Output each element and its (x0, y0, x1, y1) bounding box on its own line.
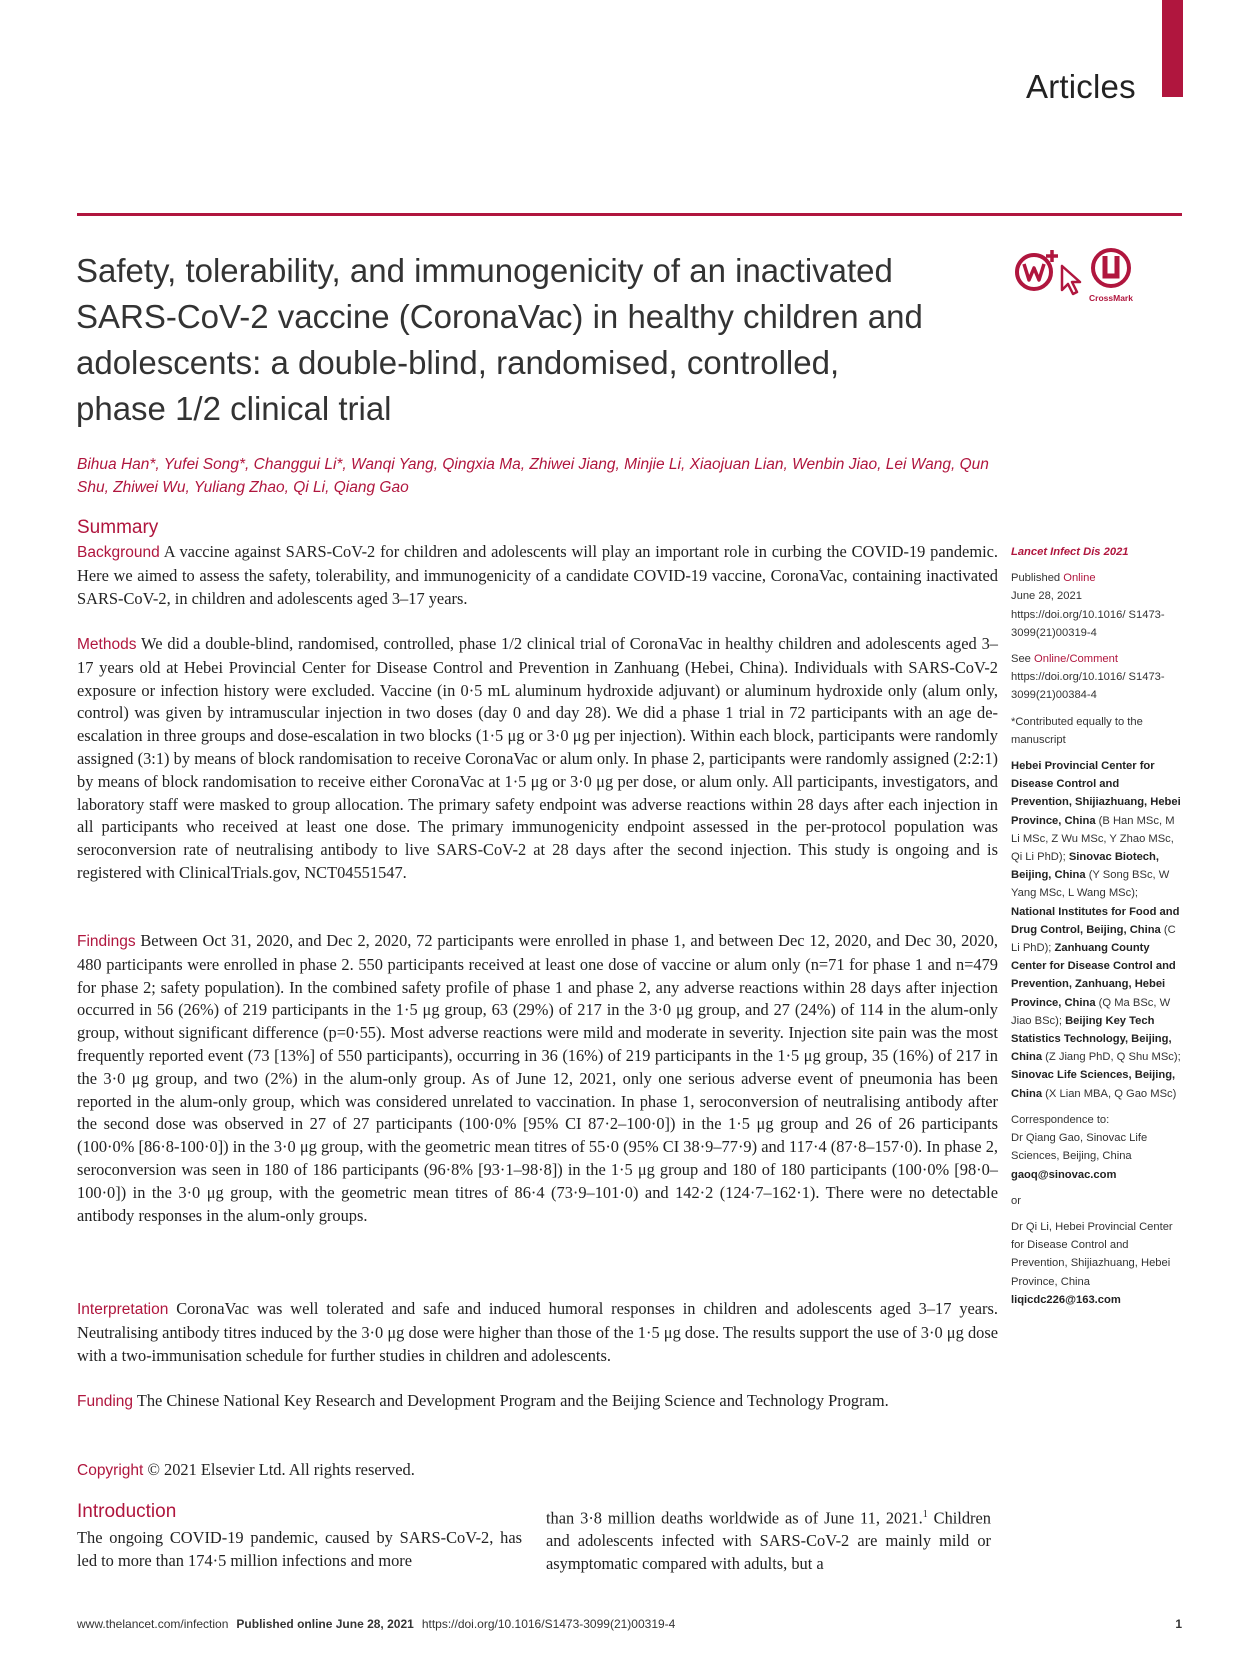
summary-heading: Summary (77, 517, 159, 538)
affiliation-5-name: Beijing Key Tech Statistics Technology, Beijing, China (1011, 1014, 1172, 1064)
header-accent-bar (1162, 0, 1183, 97)
background-text: A vaccine against SARS-CoV-2 for children and adolescents will play an important role in curbing the COVID-19 pandemic. Here we aimed to assess the safety, tolerability, and immunogenicity of a candidate COVID-19 vaccine, CoronaVac, containing inactivated SARS-CoV-2, in children and adolescents aged 3–17 years. (77, 542, 998, 608)
article-sidebar (1011, 543, 1183, 1317)
correspondence-or: or (1011, 1194, 1021, 1207)
article-doi-link[interactable]: https://doi.org/10.1016/ S1473-3099(21)00319-4 (1011, 608, 1165, 639)
findings-text: Between Oct 31, 2020, and Dec 2, 2020, 72 participants were enrolled in phase 1, and between Dec 12, 2020, and Dec 30, 2020, 480 participants were enrolled in phase 2. 550 participants received at least one dose of vaccine or alum only (n=71 for phase 1 and n=479 for phase 2; safety population). In the combined safety profile of phase 1 and phase 2, any adverse reactions within 28 days after injection occurred in 56 (26%) of 219 participants in the 1·5 μg group, 63 (29%) of 217 in the 3·0 μg group, and 27 (24%) of 114 in the alum-only group, without significant difference (p=0·55). Most adverse reactions were mild and moderate in severity. Injection site pain was the most frequently reported event (73 [13%] of 550 participants), occurring in 36 (16%) of 219 participants in the 1·5 μg group, 35 (16%) of 217 in the 3·0 μg group, and two (2%) in the alum-only group. As of June 12, 2021, only one serious adverse event of pneumonia has been reported in the alum-only group, which was considered unrelated to vaccination. In phase 1, seroconversion of neutralising antibody after the second dose was observed in 27 of 27 participants (100·0% [95% CI 87·2–100·0]) in the 1·5 μg group and 26 of 26 participants (100·0% [86·8-100·0]) in the 3·0 μg group, with the geometric mean titres of 55·0 (95% CI 38·9–77·9) and 117·4 (87·8–157·0). In phase 2, seroconversion was seen in 180 of 186 participants (96·8% [93·1–98·8]) in the 1·5 μg group and 180 of 180 participants (100·0% [98·0–100·0]) in the 3·0 μg group, with the geometric mean titres of 86·4 (73·9–101·0) and 142·2 (124·7–162·1). There were no detectable antibody responses in the alum-only groups. (77, 931, 998, 1225)
affiliation-6-people: (X Lian MBA, Q Gao MSc) (1042, 1087, 1177, 1100)
page-number: 1 (1175, 1617, 1182, 1631)
summary-funding (77, 1390, 998, 1414)
introduction-col2-text: than 3·8 million deaths worldwide as of June 11, 2021. (546, 1508, 923, 1528)
introduction-heading: Introduction (77, 1501, 177, 1522)
footer-left (77, 1617, 675, 1631)
footer-doi-link[interactable]: https://doi.org/10.1016/S1473-3099(21)00319-4 (421, 1617, 676, 1631)
methods-text: We did a double-blind, randomised, controlled, phase 1/2 clinical trial of CoronaVac in healthy children and adolescents aged 3–17 years old at Hebei Provincial Center for Disease Control and Prevention in Zanhuang (Hebei, China). Individuals with SARS-CoV-2 exposure or infection history were excluded. Vaccine (in 0·5 mL aluminum hydroxide adjuvant) or aluminum hydroxide only (alum only, control) was given by intramuscular injection in two doses (day 0 and day 28). We did a phase 1 trial in 72 participants with an age de-escalation in three groups and dose-escalation in two blocks (1·5 μg or 3·0 μg per injection). Within each block, participants were randomly assigned (3:1) by means of block randomisation to receive CoronaVac or alum only. In phase 2, participants were randomly assigned (2:2:1) by means of block randomisation to receive either CoronaVac at 1·5 μg or 3·0 μg per dose, or alum only. All participants, investigators, and laboratory staff were masked to group allocation. The primary safety endpoint was adverse reactions within 28 days after each injection in all participants who received at least one dose. The primary immunogenicity endpoint assessed in the per-protocol population was seroconversion rate of neutralising antibody to live SARS-CoV-2 at 28 days after the second injection. This study is ongoing and is registered with ClinicalTrials.gov, NCT04551547. (77, 634, 998, 882)
correspondence-label: Correspondence to: (1011, 1113, 1110, 1126)
contributed-note: *Contributed equally to the manuscript (1011, 715, 1143, 746)
correspondence-1-email[interactable]: gaoq@sinovac.com (1011, 1168, 1117, 1181)
published-prefix: Published (1011, 572, 1064, 585)
affiliation-4-people: (Q Ma BSc, W Jiao BSc); (1011, 996, 1171, 1027)
copyright-label: Copyright (77, 1462, 144, 1479)
affiliation-2-people: (Y Song BSc, W Yang MSc, L Wang MSc); (1011, 869, 1170, 900)
published-date: June 28, 2021 (1011, 590, 1082, 603)
published-online-link[interactable]: Online (1063, 572, 1096, 585)
affiliation-2-name: Sinovac Biotech, Beijing, China (1011, 851, 1159, 882)
crossmark-badge-icon (1088, 246, 1134, 290)
affiliation-4-name: Zanhuang County Center for Disease Control and Prevention, Zanhuang, Hebei Province, China (1011, 942, 1176, 1009)
correspondence-2-email[interactable]: liqicdc226@163.com (1011, 1293, 1121, 1306)
background-label: Background (77, 544, 160, 561)
title-line-2: SARS-CoV-2 vaccine (CoronaVac) in healthy children and (76, 298, 923, 335)
summary-background (77, 541, 998, 610)
correspondence-1: Dr Qiang Gao, Sinovac Life Sciences, Beijing, China (1011, 1132, 1148, 1163)
crossmark-label: CrossMark (1089, 293, 1133, 303)
header-rule (77, 213, 1182, 216)
journal-citation: Lancet Infect Dis 2021 (1011, 546, 1129, 558)
section-label: Articles (1026, 68, 1136, 105)
correspondence-2: Dr Qi Li, Hebei Provincial Center for Disease Control and Prevention, Shijiazhuang, Hebei Province, China (1011, 1220, 1173, 1288)
affiliations (1011, 757, 1183, 1103)
footer-published: Published online June 28, 2021 (236, 1617, 414, 1631)
summary-findings (77, 930, 998, 1227)
affiliation-3-people: (C Li PhD); (1011, 923, 1176, 955)
funding-label: Funding (77, 1393, 134, 1410)
copyright-text: © 2021 Elsevier Ltd. All rights reserved. (147, 1460, 415, 1479)
title-line-1: Safety, tolerability, and immunogenicity of an inactivated (76, 252, 893, 289)
summary-copyright (77, 1459, 998, 1483)
affiliation-6-name: Sinovac Life Sciences, Beijing, China (1011, 1069, 1176, 1100)
author-list: Bihua Han*, Yufei Song*, Changgui Li*, Wanqi Yang, Qingxia Ma, Zhiwei Jiang, Minjie Li, Xiaojuan Lian, Wenbin Jiao, Lei Wang, Qun Shu, Zhiwei Wu, Yuliang Zhao, Qi Li, Qiang Gao (77, 456, 989, 496)
see-prefix: See (1011, 653, 1035, 666)
summary-interpretation (77, 1298, 998, 1367)
methods-label: Methods (77, 636, 137, 653)
introduction-column-1: The ongoing COVID-19 pandemic, caused by SARS-CoV-2, has led to more than 174·5 million infections and more (77, 1528, 522, 1570)
interpretation-text: CoronaVac was well tolerated and safe and induced humoral responses in children and adolescents aged 3–17 years. Neutralising antibody titres induced by the 3·0 μg dose were higher than those of the 1·5 μg dose. The results support the use of 3·0 μg dose with a two-immunisation schedule for further studies in children and adolescents. (77, 1299, 998, 1365)
interpretation-label: Interpretation (77, 1301, 169, 1318)
affiliation-1-people: (B Han MSc, M Li MSc, Z Wu MSc, Y Zhao MSc, Qi Li PhD); (1011, 814, 1175, 864)
introduction-col2-rest: Children and adolescents infected with SARS-CoV-2 are mainly mild or asymptomatic compared with adults, but a (546, 1508, 991, 1574)
see-comment-link[interactable]: Online/Comment (1034, 653, 1118, 666)
affiliation-3-name: National Institutes for Food and Drug Control, Beijing, China (1011, 905, 1180, 936)
comment-doi-link[interactable]: https://doi.org/10.1016/ S1473-3099(21)00384-4 (1011, 671, 1165, 702)
introduction-column-2 (546, 1503, 991, 1575)
findings-label: Findings (77, 933, 136, 950)
reference-marker[interactable]: 1 (922, 1509, 928, 1520)
crossmark-logo-icon[interactable] (1088, 246, 1134, 302)
footer-site-link[interactable]: www.thelancet.com/infection (77, 1617, 229, 1631)
article-title (76, 248, 976, 432)
title-line-4: phase 1/2 clinical trial (76, 390, 392, 427)
summary-methods (77, 633, 998, 885)
title-line-3: adolescents: a double-blind, randomised, controlled, (76, 344, 840, 381)
affiliation-5-people: (Z Jiang PhD, Q Shu MSc); (1042, 1051, 1181, 1064)
funding-text: The Chinese National Key Research and Development Program and the Beijing Science and Technology Program. (136, 1391, 889, 1410)
affiliation-1-name: Hebei Provincial Center for Disease Control and Prevention, Shijiazhuang, Hebei Province, China (1011, 760, 1181, 827)
